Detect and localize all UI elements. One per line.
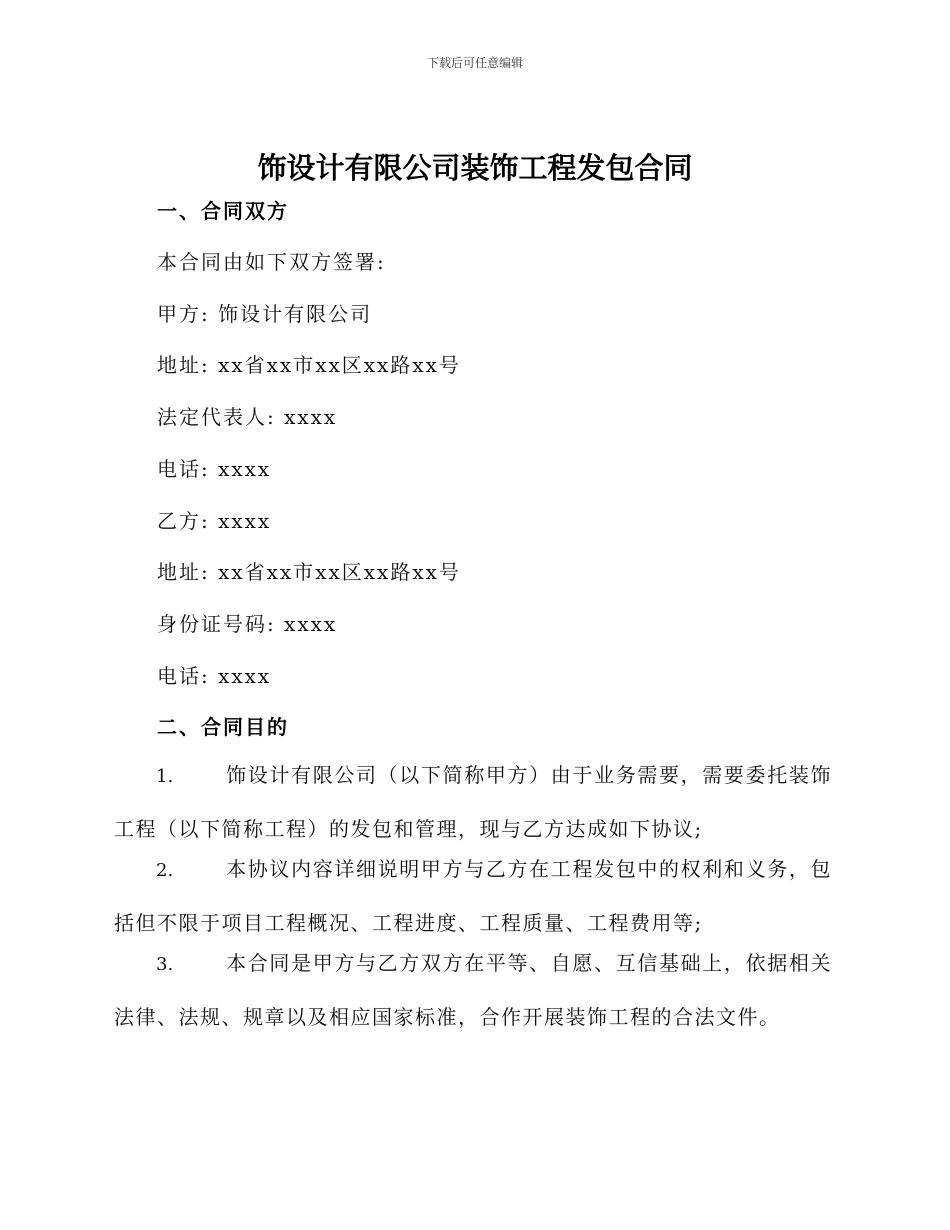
- intro-line: 本合同由如下双方签署:: [157, 250, 386, 274]
- purpose-item-number: 3.: [156, 954, 174, 975]
- purpose-item-text: 饰设计有限公司（以下简称甲方）由于业务需要，需要委托装饰: [226, 763, 832, 787]
- party-a-legal-rep: 法定代表人: xxxx: [157, 405, 338, 429]
- party-a-phone: 电话: xxxx: [157, 457, 272, 481]
- purpose-item: [114, 937, 832, 1043]
- section-heading-purpose: 二、合同目的: [157, 715, 289, 739]
- party-b-id-number: 身份证号码: xxxx: [157, 612, 338, 636]
- header-note: 下载后可任意编辑: [426, 56, 523, 70]
- purpose-item-line-1: [114, 937, 832, 991]
- party-b-name: 乙方: xxxx: [157, 509, 272, 533]
- purpose-item-line-1: [114, 749, 832, 803]
- document-title: 饰设计有限公司装饰工程发包合同: [257, 151, 693, 185]
- purpose-item-line-2: 工程（以下简称工程）的发包和管理，现与乙方达成如下协议;: [114, 817, 703, 841]
- section-heading-parties: 一、合同双方: [157, 199, 289, 223]
- purpose-item-number: 1.: [156, 766, 174, 787]
- purpose-item-text: 本协议内容详细说明甲方与乙方在工程发包中的权利和义务，包: [226, 857, 832, 881]
- purpose-item: [114, 843, 832, 949]
- party-a-address: 地址: xx省xx市xx区xx路xx号: [157, 353, 461, 377]
- purpose-item: [114, 749, 832, 855]
- purpose-item-line-2: 法律、法规、规章以及相应国家标准，合作开展装饰工程的合法文件。: [114, 1005, 781, 1029]
- party-a-name: 甲方: 饰设计有限公司: [157, 302, 373, 326]
- purpose-item-line-2: 括但不限于项目工程概况、工程进度、工程质量、工程费用等;: [114, 911, 703, 935]
- purpose-item-line-1: [114, 843, 832, 897]
- purpose-item-number: 2.: [156, 860, 174, 881]
- party-b-phone: 电话: xxxx: [157, 664, 272, 688]
- purpose-item-text: 本合同是甲方与乙方双方在平等、自愿、互信基础上，依据相关: [226, 951, 832, 975]
- party-b-address: 地址: xx省xx市xx区xx路xx号: [157, 560, 461, 584]
